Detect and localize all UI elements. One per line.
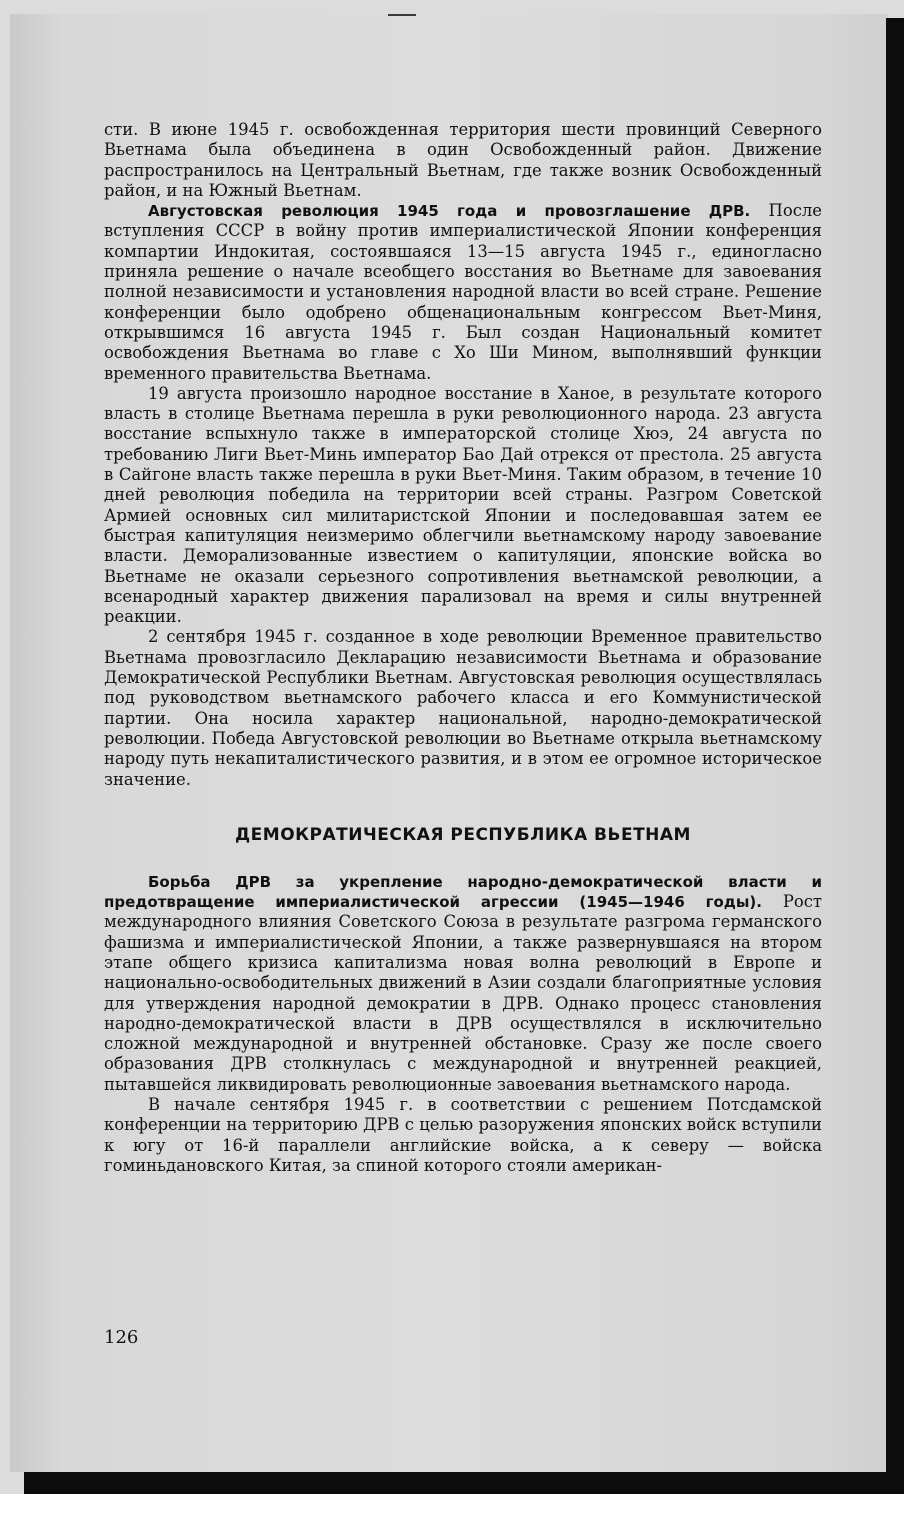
scan-bottom-margin [0,1494,918,1526]
top-rule-mark [388,14,416,16]
scan-bottom-border [24,1472,904,1494]
scan-right-margin [904,0,918,1526]
scan-right-border [886,18,904,1492]
paragraph-4 [104,627,822,789]
body-text [104,120,822,1176]
page-number: 126 [104,1327,139,1348]
paragraph-5 [104,872,822,1095]
paragraph-2-lead: Августовская революция 1945 года и провозглашение ДРВ. [148,202,751,221]
paragraph-6 [104,1095,822,1176]
paragraph-2-text: После вступления СССР в войну против империалистической Японии конференция компартии Индокитая, состоявшаяся 13—15 августа 1945 г., единогласно приняла решение о начале всеобщего восстания во Вьетнаме для завоевания полной независимости и установления народной власти во всей стране. Решение конференции было одобрено общенациональным конгрессом Вьет-Миня, открывшимся 16 августа 1945 г. Был создан Национальный комитет освобождения Вьетнама во главе с Хо Ши Мином, выполнявший функции временного правительства Вьетнама. [104,201,822,383]
paragraph-3 [104,384,822,628]
paragraph-4-text: 2 сентября 1945 г. созданное в ходе революции Временное правительство Вьетнама провозгласило Декларацию независимости Вьетнама и образование Демократической Республики Вьетнам. Августовская революция осуществлялась под руководством вьетнамского рабочего класса и его Коммунистической партии. Она носила характер национальной, народно-демократической революции. Победа Августовской революции во Вьетнаме открыла вьетнамскому народу путь некапиталистического развития, и в этом ее огромное историческое значение. [104,627,822,789]
paragraph-1-text: сти. В июне 1945 г. освобожденная территория шести провинций Северного Вьетнама была объединена в один Освобожденный район. Движение распространилось на Центральный Вьетнам, где также возник Освобожденный район, и на Южный Вьетнам. [104,120,822,200]
paragraph-6-text: В начале сентября 1945 г. в соответствии с решением Потсдамской конференции на территорию ДРВ с целью разоружения японских войск вступили к югу от 16-й параллели английские войска, а к северу — войска гоминьдановского Китая, за спиной которого стояли американ- [104,1095,822,1175]
paragraph-1 [104,120,822,201]
paragraph-5-text: Рост международного влияния Советского Союза в результате разгрома германского фашизма и империалистической Японии, а также развернувшаяся на втором этапе общего кризиса капитализма новая волна революций в Европе и национально-освободительных движений в Азии создали благоприятные условия для утверждения народной демократии в ДРВ. Однако процесс становления народно-демократической власти в ДРВ осуществлялся в исключительно сложной международной и внутренней обстановке. Сразу же после своего образования ДРВ столкнулась с международной и внутренней реакцией, пытавшейся ликвидировать революционные завоевания вьетнамского народа. [104,892,822,1094]
paragraph-3-text: 19 августа произошло народное восстание в Ханое, в результате которого власть в столице Вьетнама перешла в руки революционного народа. 23 августа восстание вспыхнуло также в императорской столице Хюэ, 24 августа по требованию Лиги Вьет-Минь император Бао Дай отрекся от престола. 25 августа в Сайгоне власть также перешла в руки Вьет-Миня. Таким образом, в течение 10 дней революция победила на территории всей страны. Разгром Советской Армией основных сил милитаристской Японии и последовавшая затем ее быстрая капитуляция неизмеримо облегчили вьетнамскому народу завоевание власти. Деморализованные известием о капитуляции, японские войска во Вьетнаме не оказали серьезного сопротивления вьетнамской революции, а всенародный характер движения парализовал на время и силы внутренней реакции. [104,383,822,627]
section-heading: ДЕМОКРАТИЧЕСКАЯ РЕСПУБЛИКА ВЬЕТНАМ [235,824,691,845]
paragraph-5-lead: Борьба ДРВ за укрепление народно-демократической власти и предотвращение империалистической агрессии (1945—1946 годы). [104,872,822,912]
paragraph-2 [104,201,822,384]
